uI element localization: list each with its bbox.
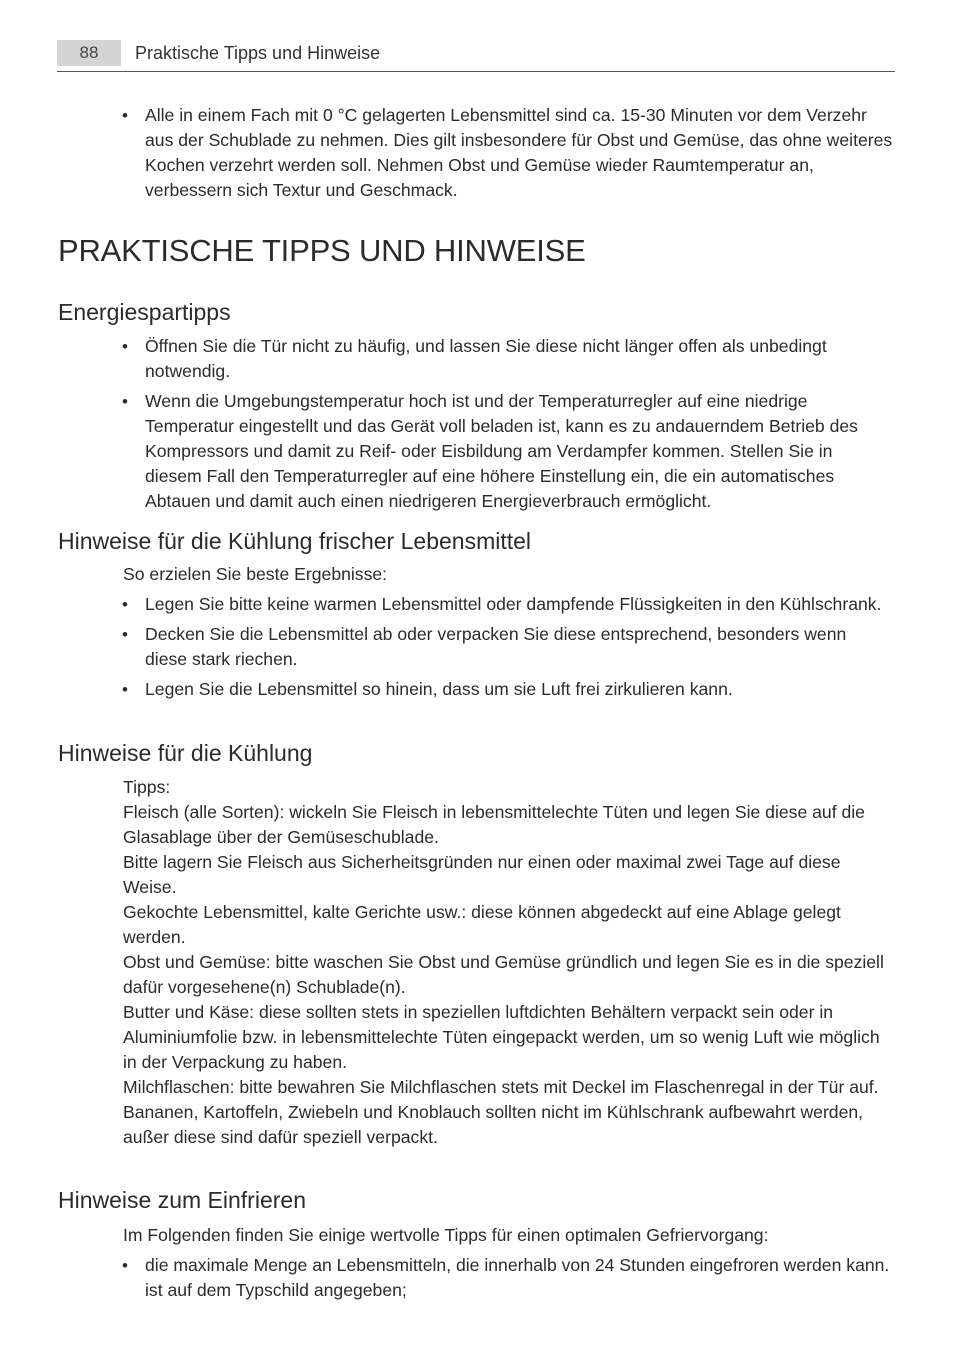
section-title: PRAKTISCHE TIPPS UND HINWEISE (58, 233, 586, 268)
page-number: 88 (57, 40, 121, 66)
list-item: • die maximale Menge an Lebensmitteln, die innerhalb von 24 Stunden eingefroren werden kann. ist auf dem Typschild angegeben; (0, 1253, 893, 1303)
energy-heading: Energiespartipps (58, 299, 231, 325)
freezing-intro: Im Folgenden finden Sie einige wertvolle Tipps für einen optimalen Gefriervorgang: (123, 1225, 769, 1245)
page-header (57, 40, 895, 72)
tip-paragraph: Obst und Gemüse: bitte waschen Sie Obst und Gemüse gründlich und legen Sie es in die speziell dafür vorgesehene(n) Schublade(n). (123, 952, 884, 997)
cooling-heading: Hinweise für die Kühlung (58, 740, 313, 766)
list-item: • Öffnen Sie die Tür nicht zu häufig, und lassen Sie diese nicht länger offen als unbedingt notwendig. (0, 334, 893, 384)
list-item: • Legen Sie die Lebensmittel so hinein, dass um sie Luft frei zirkulieren kann. (0, 677, 893, 702)
tip-paragraph: Gekochte Lebensmittel, kalte Gerichte usw.: diese können abgedeckt auf eine Ablage gelegt werden. (123, 902, 841, 947)
cooling-tips (123, 775, 893, 1150)
freezing-bullet-list (0, 1253, 954, 1308)
fresh-bullet-list (0, 592, 954, 707)
list-item: • Decken Sie die Lebensmittel ab oder verpacken Sie diese entsprechend, besonders wenn diese stark riechen. (0, 622, 893, 672)
list-item: • Legen Sie bitte keine warmen Lebensmittel oder dampfende Flüssigkeiten in den Kühlschrank. (0, 592, 893, 617)
energy-bullet-list (0, 334, 954, 519)
list-item: • Alle in einem Fach mit 0 °C gelagerten Lebensmittel sind ca. 15-30 Minuten vor dem Verzehr aus der Schublade zu nehmen. Dies gilt insbesondere für Obst und Gemüse, das ohne weiteres Kochen verzehrt werden soll. Nehmen Obst und Gemüse wieder Raumtemperatur an, verbessern sich Textur und Geschmack. (0, 103, 893, 203)
intro-bullet-list (0, 103, 954, 208)
freezing-heading: Hinweise zum Einfrieren (58, 1187, 306, 1213)
tip-paragraph: Tipps: (123, 777, 171, 797)
tip-paragraph: Bananen, Kartoffeln, Zwiebeln und Knoblauch sollten nicht im Kühlschrank aufbewahrt werden, außer diese sind dafür speziell verpackt. (123, 1102, 864, 1147)
running-title: Praktische Tipps und Hinweise (135, 43, 381, 63)
tip-paragraph: Butter und Käse: diese sollten stets in speziellen luftdichten Behältern verpackt sein oder in Aluminiumfolie bzw. in lebensmittelechte Tüten eingepackt werden, um so wenig Luft wie möglich in der Verpackung zu haben. (123, 1002, 880, 1072)
tip-paragraph: Milchflaschen: bitte bewahren Sie Milchflaschen stets mit Deckel im Flaschenregal in der Tür auf. (123, 1077, 879, 1097)
fresh-intro: So erzielen Sie beste Ergebnisse: (123, 564, 388, 584)
tip-paragraph: Bitte lagern Sie Fleisch aus Sicherheitsgründen nur einen oder maximal zwei Tage auf diese Weise. (123, 852, 841, 897)
tip-paragraph: Fleisch (alle Sorten): wickeln Sie Fleisch in lebensmittelechte Tüten und legen Sie diese auf die Glasablage über der Gemüseschublade. (123, 802, 865, 847)
fresh-heading: Hinweise für die Kühlung frischer Lebensmittel (58, 528, 532, 554)
list-item: • Wenn die Umgebungstemperatur hoch ist und der Temperaturregler auf eine niedrige Temperatur eingestellt und das Gerät voll beladen ist, kann es zu andauerndem Betrieb des Kompressors und damit zu Reif- oder Eisbildung am Verdampfer kommen. Stellen Sie in diesem Fall den Temperaturregler auf eine höhere Einstellung ein, die ein automatisches Abtauen und damit auch einen niedrigeren Energieverbrauch ermöglicht. (0, 389, 893, 514)
